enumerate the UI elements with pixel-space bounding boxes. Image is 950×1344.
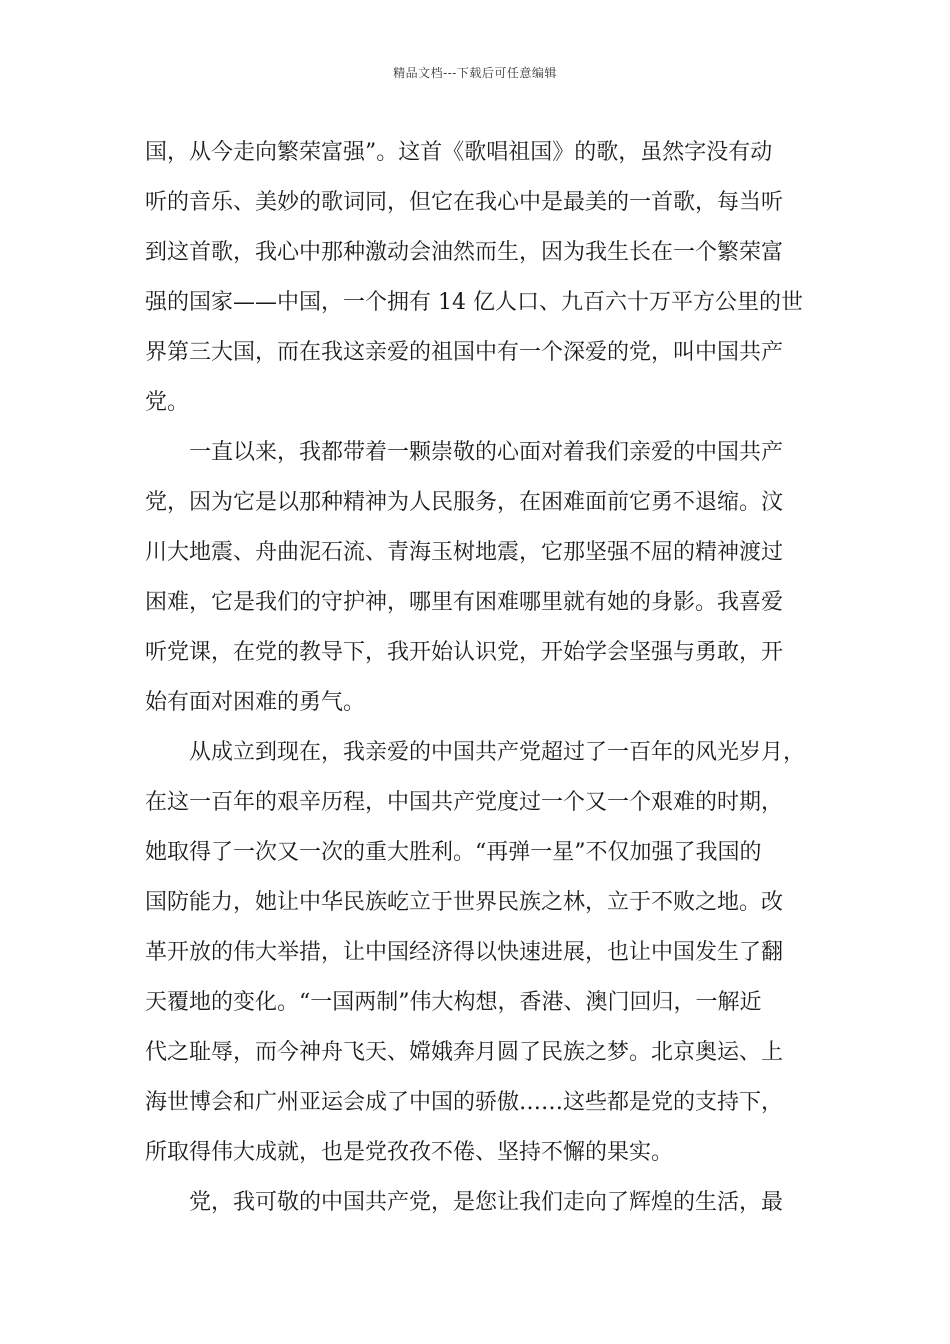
text-line: 界第三大国，而在我这亲爱的祖国中有一个深爱的党，叫中国共产 [145, 340, 784, 365]
text-line: 在这一百年的艰辛历程，中国共产党度过一个又一个艰难的时期， [145, 790, 784, 815]
text-line: 强的国家——中国，一个拥有 14 亿人口、九百六十万平方公里的世 [145, 290, 803, 315]
text-line: 一直以来，我都带着一颗崇敬的心面对着我们亲爱的中国共产 [189, 440, 784, 465]
text-line: 革开放的伟大举措，让中国经济得以快速进展，也让中国发生了翻 [145, 940, 784, 965]
text-line: 党，因为它是以那种精神为人民服务，在困难面前它勇不退缩。汶 [145, 490, 784, 515]
text-line: 所取得伟大成就，也是党孜孜不倦、坚持不懈的果实。 [145, 1140, 674, 1165]
text-line: 困难，它是我们的守护神，哪里有困难哪里就有她的身影。我喜爱 [145, 590, 784, 615]
text-line: 从成立到现在，我亲爱的中国共产党超过了一百年的风光岁月， [189, 740, 806, 765]
text-line: 国防能力，她让中华民族屹立于世界民族之林，立于不败之地。改 [145, 890, 784, 915]
paragraph [145, 1178, 815, 1228]
text-line: 听的音乐、美妙的歌词同，但它在我心中是最美的一首歌，每当听 [145, 190, 784, 215]
text-line: 代之耻辱，而今神舟飞天、嫦娥奔月圆了民族之梦。北京奥运、上 [145, 1040, 784, 1065]
paragraph [145, 728, 815, 1178]
text-line: 国，从今走向繁荣富强”。这首《歌唱祖国》的歌，虽然字没有动 [145, 140, 773, 165]
document-body [145, 128, 815, 1228]
text-line: 党，我可敬的中国共产党，是您让我们走向了辉煌的生活，最 [189, 1190, 784, 1215]
text-line: 到这首歌，我心中那种激动会油然而生，因为我生长在一个繁荣富 [145, 240, 784, 265]
text-line: 她取得了一次又一次的重大胜利。“再弹一星”不仅加强了我国的 [145, 840, 762, 865]
text-line: 党。 [145, 390, 190, 415]
text-line: 听党课，在党的教导下，我开始认识党，开始学会坚强与勇敢，开 [145, 640, 784, 665]
text-line: 海世博会和广州亚运会成了中国的骄傲……这些都是党的支持下， [145, 1090, 784, 1115]
text-line: 始有面对困难的勇气。 [145, 690, 366, 715]
paragraph [145, 428, 815, 728]
text-line: 天覆地的变化。“一国两制”伟大构想，香港、澳门回归，一解近 [145, 990, 762, 1015]
page-header: 精品文档---下载后可任意编辑 [393, 66, 557, 80]
text-line: 川大地震、舟曲泥石流、青海玉树地震，它那坚强不屈的精神渡过 [145, 540, 784, 565]
paragraph [145, 128, 815, 428]
